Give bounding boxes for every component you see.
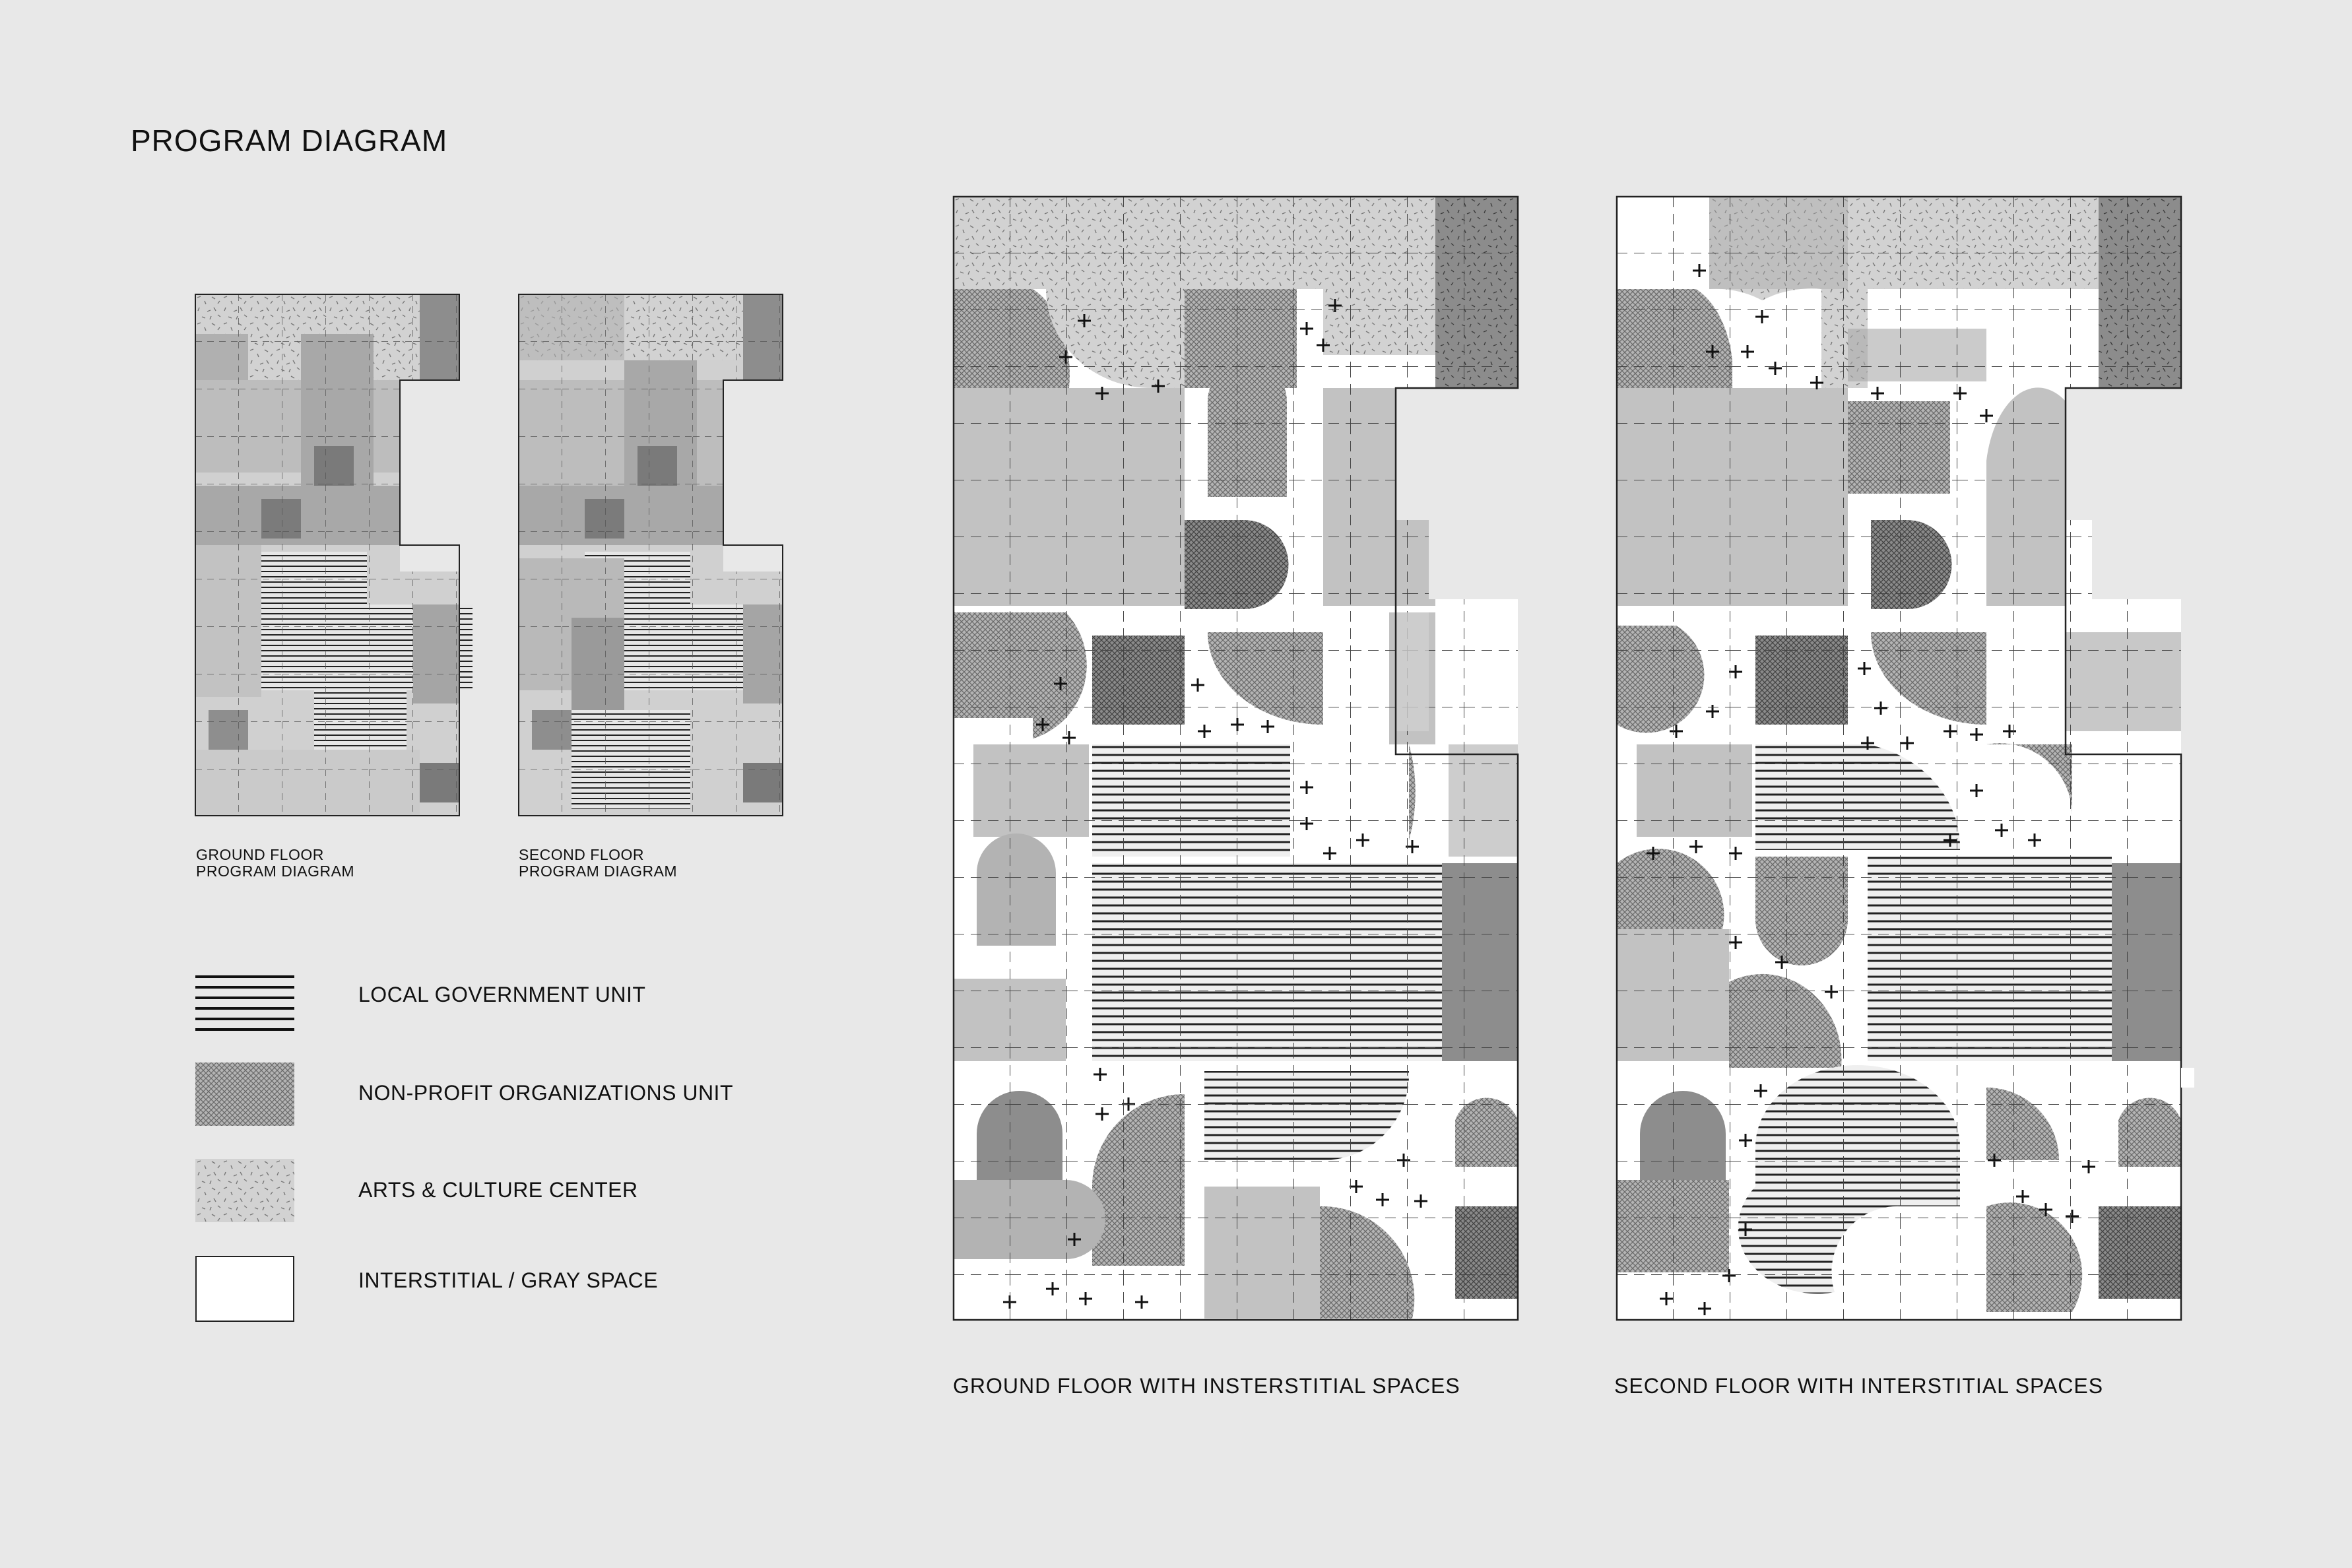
legend-swatch-white	[195, 1256, 294, 1322]
second-floor-caption: SECOND FLOOR PROGRAM DIAGRAM	[519, 846, 678, 880]
legend-swatch-crosshatch	[195, 1062, 294, 1126]
page-title: PROGRAM DIAGRAM	[131, 123, 448, 158]
second-floor-program-diagram	[519, 294, 783, 816]
second-floor-interstitial-caption: SECOND FLOOR WITH INTERSTITIAL SPACES	[1614, 1374, 2104, 1398]
second-floor-interstitial-plan	[1617, 197, 2181, 1320]
ground-floor-interstitial-plan	[954, 197, 1518, 1320]
legend-label-local-government: LOCAL GOVERNMENT UNIT	[358, 983, 646, 1006]
legend-label-non-profit: NON-PROFIT ORGANIZATIONS UNIT	[358, 1081, 733, 1105]
legend-label-arts-culture: ARTS & CULTURE CENTER	[358, 1178, 638, 1202]
ground-floor-interstitial-caption: GROUND FLOOR WITH INSTERSTITIAL SPACES	[953, 1374, 1460, 1398]
ground-floor-program-diagram	[195, 294, 459, 816]
legend-label-interstitial: INTERSTITIAL / GRAY SPACE	[358, 1268, 659, 1292]
legend-swatch-horizontal-lines	[195, 974, 294, 1032]
ground-floor-caption: GROUND FLOOR PROGRAM DIAGRAM	[196, 846, 355, 880]
legend-swatch-speckle	[195, 1159, 294, 1222]
